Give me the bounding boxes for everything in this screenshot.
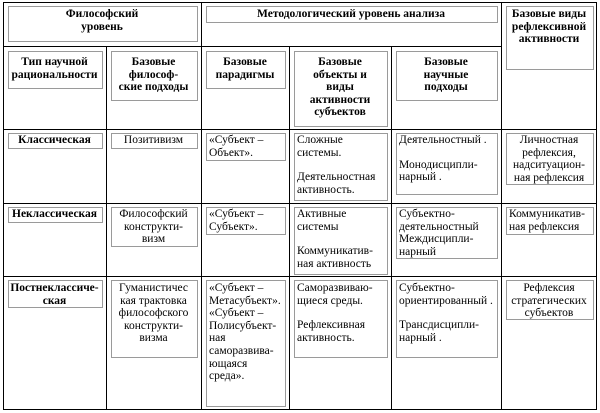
table-row [8,282,101,307]
row1-science-2: Монодисципли- нарный . [399,158,478,184]
header-reflexive-activity: Базовые виды рефлексивной активности [511,8,587,46]
row2-paradigm: «Субъект – Субъект». [209,208,264,233]
row2-philosophical-approach: Философский конструкти- визм [119,208,188,246]
table-border-bottom [3,409,597,410]
col-header-objects-activity: Базовые объекты и виды активности субъектов [309,56,371,119]
row3-reflexion: Рефлексия стратегических субъектов [511,282,587,320]
table-row [8,208,101,221]
row1-philosophical-approach: Позитивизм [123,134,184,146]
row2-rationality-type: Неклассическая [12,208,97,220]
table-row [8,134,101,147]
table-border-right [596,2,597,410]
row3-objects-1: Саморазвиваю- щиеся среды. [297,282,373,307]
row2-objects-2: Коммуникатив- ная активность [297,245,373,270]
row3-philosophical-approach: Гуманистичес кая трактовка философского конструкти- визма [118,282,189,345]
row2-science-1: Субъектно- деятельностный Междисципли- нарный [399,208,479,258]
row3-objects-2: Рефлексивная активность. [297,319,366,344]
col-divider-1 [106,46,107,410]
header-methodological-level: Методологический уровень анализа [257,8,445,20]
header-bottom-divider [3,129,597,130]
col-header-paradigms: Базовые парадигмы [215,56,275,81]
col-header-philosophical-approaches: Базовые философ- ские подходы [118,56,189,94]
row1-paradigm: «Субъект – Объект». [209,134,264,159]
row3-rationality-type: Постнеклассиче- ская [10,282,99,307]
header-philosophical-level: Философский уровень [65,8,139,33]
table-border-top [3,2,597,3]
row1-rationality-type: Классическая [18,134,91,146]
row-divider-2 [3,276,597,277]
row3-science-1: Субъектно- ориентированный . [399,282,493,307]
col-divider-2 [201,2,202,410]
row2-reflexion: Коммуникатив- ная рефлексия [509,208,585,233]
header-sub-divider [3,46,501,47]
row1-objects-1: Сложные системы. [297,134,343,159]
methodology-table [3,2,597,410]
col-divider-4 [391,46,392,410]
col-header-scientific-approaches: Базовые научные подходы [423,56,469,94]
row3-science-2: Трансдисципли- нарный . [399,319,479,344]
row1-objects-2: Деятельностная активность. [297,171,376,196]
row1-reflexion: Личностная рефлексия, надситуацион- ная рефлексия [513,134,585,184]
col-header-rationality-type: Тип научной рациональности [11,56,98,81]
row3-paradigm: «Субъект – Метасубъект». «Субъект – Полисубъект- ная саморазвива- ющаяся среда». [209,282,281,383]
col-divider-5 [501,2,502,410]
row2-objects-1: Активные системы [297,208,347,233]
row-divider-1 [3,203,597,204]
table-border-left [3,2,4,410]
row1-science-1: Деятельностный . [399,134,487,146]
col-divider-3 [289,46,290,410]
